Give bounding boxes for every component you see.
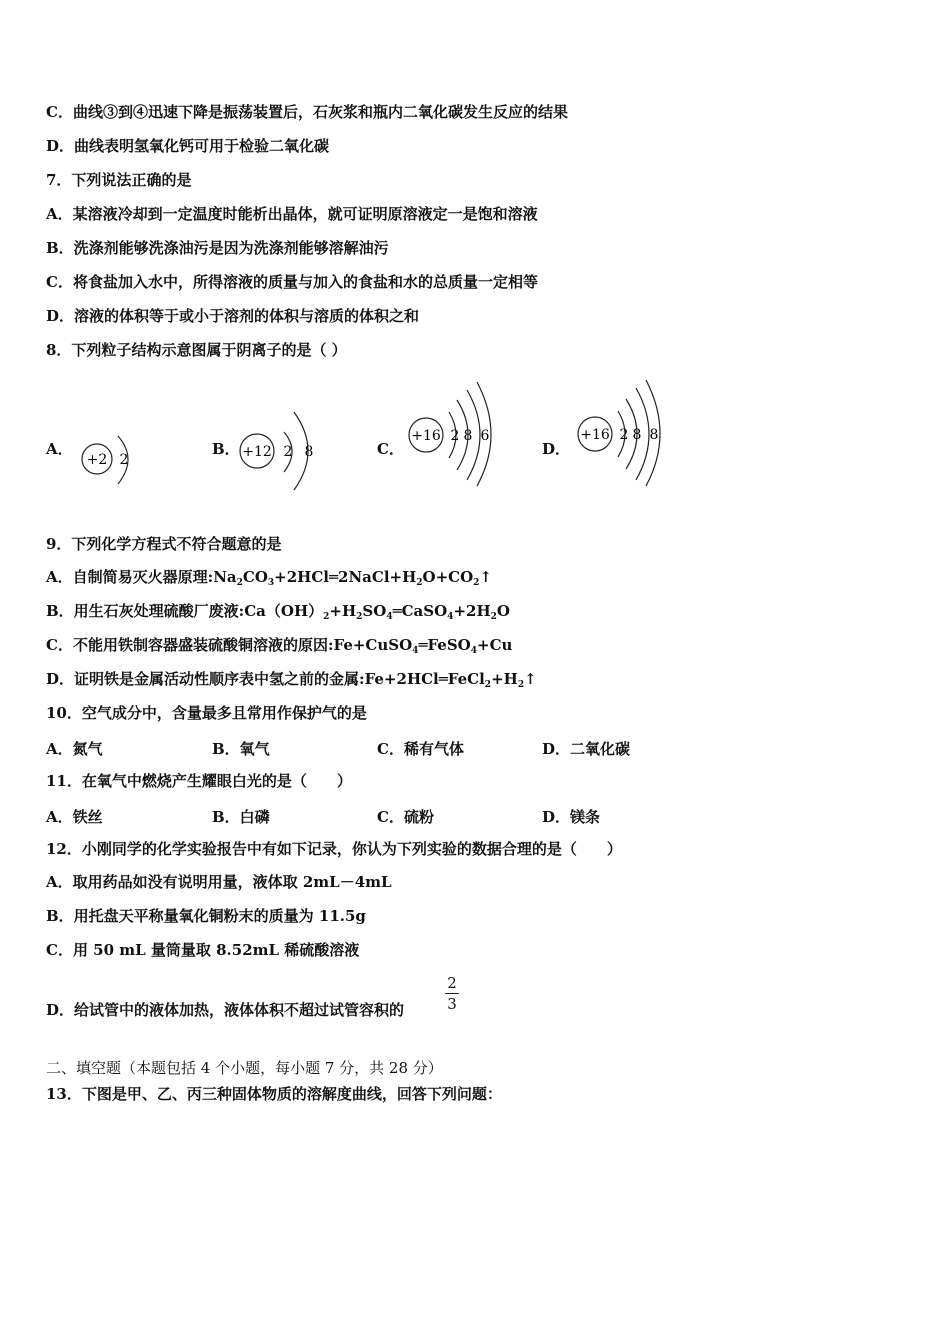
- nucleus-charge: +16: [411, 428, 441, 444]
- q9-option-d-text: D．证明铁是金属活动性顺序表中氢之前的金属:: [46, 670, 365, 688]
- q8-atom-diagram-a: [76, 424, 146, 494]
- q9-equation-d: $Fe+2HCl═FeCl_2+H_2↑$: [364, 670, 537, 690]
- q12-option-b: B．用托盘天平称量氧化铜粉末的质量为 11.5g: [46, 907, 366, 925]
- q11-option-b: B．白磷: [212, 808, 270, 826]
- q10-stem: 10．空气成分中，含量最多且常用作保护气的是: [46, 704, 367, 722]
- shell-3-electrons: 6: [480, 428, 490, 444]
- q11-stem: 11．在氧气中燃烧产生耀眼白光的是（ ）: [46, 772, 352, 790]
- q8-option-a-label: A．: [46, 440, 73, 458]
- q7-stem: 7．下列说法正确的是: [46, 171, 192, 189]
- fraction-denominator: 3: [447, 995, 457, 1013]
- q10-option-c: C．稀有气体: [377, 740, 464, 758]
- nucleus-charge: +12: [242, 444, 272, 460]
- shell-2-electrons: 8: [304, 444, 314, 460]
- q9-stem: 9．下列化学方程式不符合题意的是: [46, 535, 282, 553]
- nucleus-charge: +2: [86, 452, 108, 468]
- shell-1-electrons: 2: [450, 428, 460, 444]
- q8-stem: 8．下列粒子结构示意图属于阴离子的是（ ）: [46, 341, 347, 359]
- shell-2-electrons: 8: [463, 428, 473, 444]
- shell-1-electrons: 2: [283, 444, 293, 460]
- fraction-numerator: 2: [447, 974, 457, 992]
- q9-option-c: [46, 636, 512, 660]
- nucleus-charge: +16: [580, 427, 610, 443]
- q11-option-a: A．铁丝: [46, 808, 103, 826]
- shell-1-electrons: 2: [619, 427, 629, 443]
- q9-option-b-text: B．用生石灰处理硫酸厂废液:: [46, 602, 245, 620]
- q11-option-d: D．镁条: [542, 808, 601, 826]
- q8-option-d-label: D．: [542, 440, 571, 458]
- q11-option-c: C．硫粉: [377, 808, 434, 826]
- q8-atom-diagram-b: [236, 404, 326, 496]
- q10-option-a: A．氮气: [46, 740, 103, 758]
- shell-2-electrons: 8: [632, 427, 642, 443]
- fraction-bar: [445, 993, 459, 994]
- q9-equation-a: $Na_2CO_3+2HCl═2NaCl+H_2O+CO_2↑$: [213, 568, 493, 588]
- q12-option-c: C．用 50 mL 量筒量取 8.52mL 稀硫酸溶液: [46, 941, 360, 959]
- q10-option-b: B．氧气: [212, 740, 270, 758]
- q9-option-a: [46, 568, 492, 592]
- q9-option-a-text: A．自制简易灭火器原理:: [46, 568, 214, 586]
- q7-option-d: D．溶液的体积等于或小于溶剂的体积与溶质的体积之和: [46, 307, 420, 325]
- q10-option-d: D．二氧化碳: [542, 740, 631, 758]
- shell-3-electrons: 8: [649, 427, 659, 443]
- q12-option-d: D．给试管中的液体加热，液体体积不超过试管容积的: [46, 1001, 405, 1019]
- q6-option-d: D．曲线表明氢氧化钙可用于检验二氧化碳: [46, 137, 330, 155]
- q6-option-c: C．曲线③到④迅速下降是振荡装置后，石灰浆和瓶内二氧化碳发生反应的结果: [46, 103, 568, 121]
- q9-option-b: [46, 602, 510, 626]
- section-heading: 二、填空题（本题包括 4 个小题，每小题 7 分，共 28 分）: [46, 1059, 443, 1077]
- q8-option-c-label: C．: [377, 440, 404, 458]
- fraction-two-thirds: [445, 974, 459, 1013]
- q12-stem: 12．小刚同学的化学实验报告中有如下记录，你认为下列实验的数据合理的是（ ）: [46, 840, 622, 858]
- q7-option-c: C．将食盐加入水中，所得溶液的质量与加入的食盐和水的总质量一定相等: [46, 273, 538, 291]
- q8-atom-diagram-c: [405, 378, 505, 488]
- q8-atom-diagram-d: [574, 376, 674, 488]
- q9-option-d: [46, 670, 537, 694]
- q9-equation-c: Fe+CuSO$_4$═FeSO$_4$+Cu: [333, 636, 513, 656]
- q7-option-a: A．某溶液冷却到一定温度时能析出晶体，就可证明原溶液定一是饱和溶液: [46, 205, 538, 223]
- q8-option-b-label: B．: [212, 440, 240, 458]
- q12-option-a: A．取用药品如没有说明用量，液体取 2mL－4mL: [46, 873, 392, 891]
- q9-option-c-text: C．不能用铁制容器盛装硫酸铜溶液的原因:: [46, 636, 334, 654]
- q9-equation-b: $Ca(OH)_2+H_2SO_4═CaSO_4+2H_2O$: [244, 602, 510, 622]
- q7-option-b: B．洗涤剂能够洗涤油污是因为洗涤剂能够溶解油污: [46, 239, 389, 257]
- q13-stem: 13．下图是甲、乙、丙三种固体物质的溶解度曲线，回答下列问题：: [46, 1085, 502, 1103]
- shell-1-electrons: 2: [119, 452, 129, 468]
